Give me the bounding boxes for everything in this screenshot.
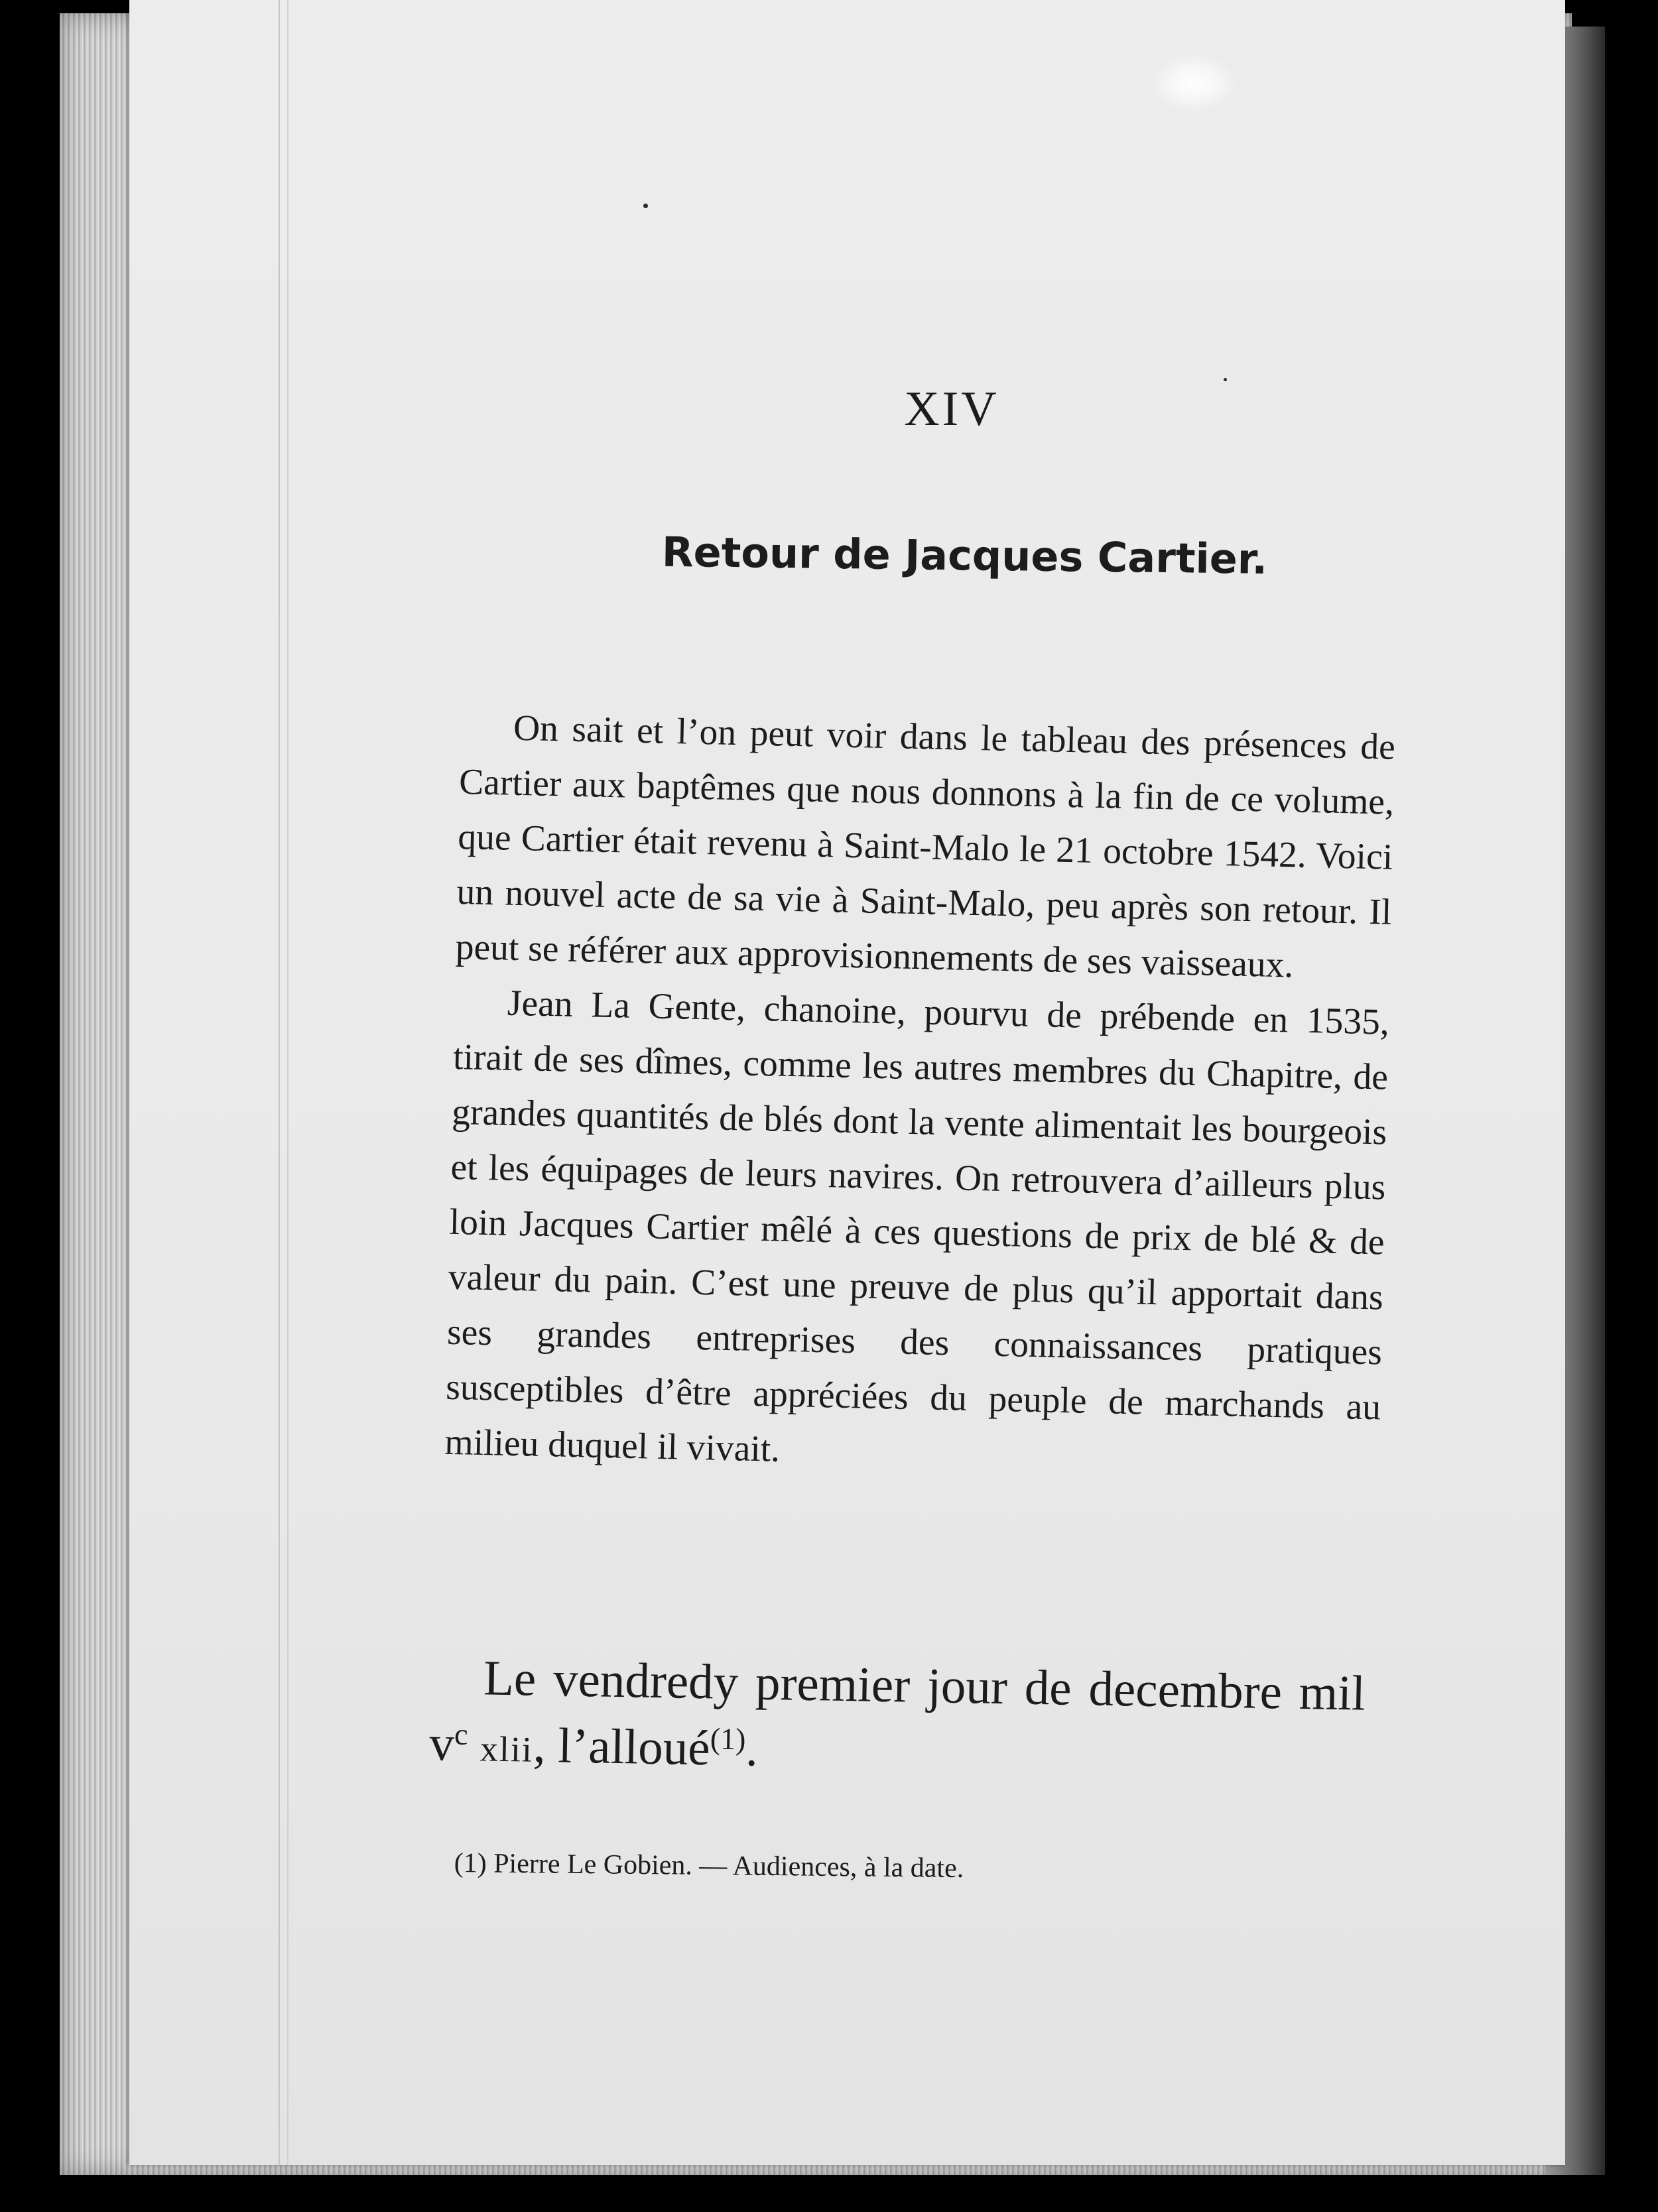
footnote-marker: (1) xyxy=(710,1721,746,1756)
quoted-record-opening xyxy=(428,1644,1366,1798)
roman-numeral-year: xlii xyxy=(479,1729,534,1770)
final-period: . xyxy=(745,1721,759,1777)
paragraph: Jean La Gente, chanoine, pourvu de prébende en 1535, tirait de ses dîmes, comme les autres membres du Chapitre, de grandes quantités de blés dont la vente alimentait les bourgeois et les équipages de leurs navires. On retrouvera d’ailleurs plus loin Jacques Cartier mêlé à ces questions de prix de blé & de valeur du pain. C’est une preuve de plus qu’il apportait dans ses grandes entreprises des connaissances pratiques susceptibles d’être appréciées du peuple de marchands au milieu duquel il vivait. xyxy=(444,983,1390,1470)
light-glare xyxy=(1151,53,1237,113)
verse-text-end: , l’alloué xyxy=(533,1717,711,1776)
chapter-number: XIV xyxy=(904,382,999,436)
superscript: c xyxy=(454,1717,469,1751)
body-text xyxy=(444,700,1396,1490)
book-page xyxy=(129,0,1565,2165)
verse-text: Le vendredy premier jour de decembre mil v xyxy=(428,1650,1366,1772)
indent xyxy=(430,1693,483,1694)
paragraph: On sait et l’on peut voir dans le tableau des présences de Cartier aux baptêmes que nous donnons à la fin de ce volume, que Cartier était revenu à Saint-Malo le 21 octobre 1542. Voici un nouvel acte de sa vie à Saint-Malo, peu après son retour. Il peut se référer aux approvisionnements de ses vaisseaux. xyxy=(455,707,1396,986)
chapter-title: Retour de Jacques Cartier. xyxy=(661,527,1268,584)
page-text xyxy=(129,0,1565,2165)
dust-speck xyxy=(643,204,648,208)
dust-speck xyxy=(1224,378,1227,381)
footnote: (1) Pierre Le Gobien. — Audiences, à la date. xyxy=(454,1848,964,1884)
